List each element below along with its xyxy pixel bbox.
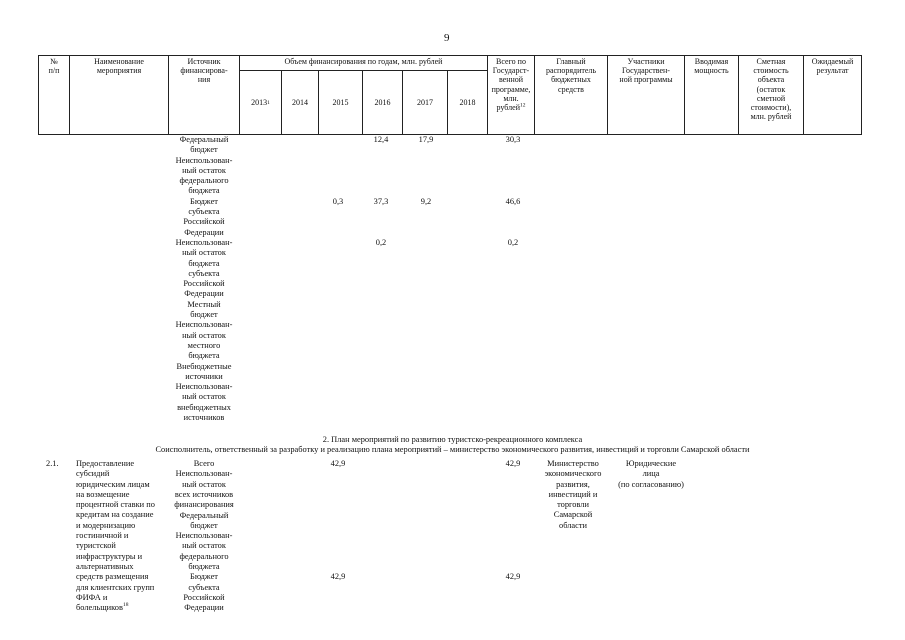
item-row-source-line: бюджет xyxy=(190,520,218,530)
item-name-line: ФИФА и xyxy=(76,592,108,602)
upper-row-source-line: бюджета xyxy=(188,351,220,361)
item-row-source-line: бюджета xyxy=(188,561,220,571)
upper-row-value-total: 46,6 xyxy=(505,196,521,206)
upper-row-source-line: источники xyxy=(185,371,223,381)
item-name-footnote: 18 xyxy=(122,602,129,609)
item-manager-line: торговли xyxy=(557,500,589,510)
upper-row-source-line: Неиспользован- xyxy=(175,238,233,247)
header-result: Ожидаемый результат xyxy=(803,55,862,135)
item-name-line: процентной ставки по xyxy=(76,500,155,510)
item-name xyxy=(76,459,172,613)
item-row-source-line: ный остаток xyxy=(182,479,226,489)
upper-row-source-1 xyxy=(168,156,240,197)
item-row-source-line: Бюджет xyxy=(190,572,218,582)
item-number: 2.1. xyxy=(46,459,59,468)
header-total: Всего по Государст- венной программе, млн. рублей$^{12}$ xyxy=(487,55,535,135)
item-name-line: Предоставление xyxy=(76,459,135,468)
upper-row-value-y2015: 0,3 xyxy=(332,196,344,206)
upper-row-value-y2016: 0,2 xyxy=(375,238,387,247)
upper-row-source-5 xyxy=(168,320,240,361)
item-name-line: инфраструктуры и xyxy=(76,551,143,561)
item-row-source-line: финансирования xyxy=(174,500,234,510)
header-year-2014: 2014 xyxy=(281,70,319,135)
header-year-2017: 2017 xyxy=(402,70,448,135)
item-row-source-2 xyxy=(168,511,240,532)
header-year-2015: 2015 xyxy=(318,70,363,135)
item-row-value-y2015: 42,9 xyxy=(330,572,346,582)
item-name-line: туристской xyxy=(76,541,116,551)
upper-row-source-line: бюджет xyxy=(190,145,218,155)
upper-row-source-line: бюджета xyxy=(188,186,220,196)
item-row-source-line: Неиспользован- xyxy=(175,469,233,479)
upper-row-source-line: местного xyxy=(187,340,221,350)
item-row-source-line: федерального xyxy=(179,551,229,561)
upper-row-source-7 xyxy=(168,382,240,423)
upper-row-source-4 xyxy=(168,300,240,321)
upper-row-source-line: ный остаток xyxy=(182,330,226,340)
upper-row-source-line: Неиспользован- xyxy=(175,382,233,392)
header-year-2013: 2013 1 xyxy=(239,70,282,135)
item-name-line: для клиентских групп xyxy=(76,582,155,592)
header-year-2018: 2018 xyxy=(447,70,488,135)
upper-row-source-line: Российской xyxy=(183,217,225,227)
item-row-source-line: Неиспользован- xyxy=(175,531,233,541)
section-subtitle: Соисполнитель, ответственный за разработку и реализацию плана мероприятий – министерство экономического развития, инвестиций и торговли Самарской области xyxy=(155,445,750,454)
upper-row-source-0 xyxy=(168,135,240,156)
header-year-2016: 2016 xyxy=(362,70,403,135)
item-name-line: на возмещение xyxy=(76,489,130,499)
header-source: Источник финансирова- ния xyxy=(168,55,240,135)
item-manager-line: инвестиций и xyxy=(548,489,598,499)
upper-row-source-line: субъекта xyxy=(188,207,220,217)
item-row-source-line: всех источников xyxy=(174,489,234,499)
item-participants-line: (по согласованию) xyxy=(618,479,684,489)
item-name-line: гостиничной и xyxy=(76,531,129,541)
item-row-source-1 xyxy=(168,469,240,510)
upper-row-value-total: 30,3 xyxy=(505,135,521,144)
item-manager-line: развития, xyxy=(556,479,590,489)
item-row-source-3 xyxy=(168,531,240,572)
item-row-source-line: Российской xyxy=(183,592,225,602)
upper-row-source-line: бюджета xyxy=(188,258,220,268)
upper-row-value-y2017: 17,9 xyxy=(418,135,434,144)
upper-row-value-y2016: 12,4 xyxy=(373,135,389,144)
item-row-source-0 xyxy=(168,459,240,469)
upper-row-value-total: 0,2 xyxy=(507,238,519,247)
upper-row-source-line: Федеральный xyxy=(179,135,229,144)
item-participants-line: Юридические xyxy=(625,459,677,468)
upper-row-source-line: субъекта xyxy=(188,268,220,278)
item-row-value-total: 42,9 xyxy=(505,572,521,582)
item-name-line: кредитам на создание xyxy=(76,510,154,520)
upper-row-source-line: Российской xyxy=(183,279,225,289)
item-name-line: и модернизацию xyxy=(76,520,136,530)
item-participants-line: лица xyxy=(642,469,660,479)
upper-row-source-line: Бюджет xyxy=(190,196,218,206)
item-row-source-line: Федеральный xyxy=(179,510,229,520)
item-manager-line: Министерство xyxy=(547,459,599,468)
item-row-source-line: субъекта xyxy=(188,582,220,592)
item-name-line: альтернативных xyxy=(76,561,134,571)
item-row-source-line: Федерации xyxy=(184,603,224,613)
item-manager xyxy=(533,459,613,531)
item-participants xyxy=(606,459,696,490)
item-row-value-total: 42,9 xyxy=(505,459,521,468)
upper-row-source-line: Федерации xyxy=(184,227,224,237)
item-manager-line: экономического xyxy=(544,469,602,479)
header-num: № п/п xyxy=(38,55,70,135)
upper-row-source-line: источников xyxy=(183,413,225,423)
page-number: 9 xyxy=(444,32,450,44)
header-volume: Объем финансирования по годам, млн. рублей xyxy=(239,55,488,71)
item-row-source-line: ный остаток xyxy=(182,541,226,551)
upper-row-source-line: Внебюджетные xyxy=(176,361,232,371)
upper-row-source-line: бюджет xyxy=(190,310,218,320)
upper-row-source-line: Неиспользован- xyxy=(175,320,233,330)
upper-row-source-line: ный остаток xyxy=(182,165,226,175)
item-manager-line: Самарской xyxy=(553,510,593,520)
item-row-source-line: Всего xyxy=(193,459,215,468)
upper-row-source-line: Федерации xyxy=(184,289,224,299)
item-row-value-y2015: 42,9 xyxy=(330,459,346,468)
upper-row-source-line: ный остаток xyxy=(182,248,226,258)
item-manager-line: области xyxy=(559,520,587,530)
upper-row-value-y2017: 9,2 xyxy=(420,196,432,206)
upper-row-source-6 xyxy=(168,362,240,383)
section-title: 2. План мероприятий по развитию туристско-рекреационного комплекса xyxy=(322,435,583,444)
upper-row-source-line: федерального xyxy=(179,176,229,186)
upper-row-value-y2016: 37,3 xyxy=(373,196,389,206)
item-name-line: субсидий xyxy=(76,469,110,479)
upper-row-source-line: внебюджетных xyxy=(177,402,231,412)
upper-row-source-3 xyxy=(168,238,240,300)
upper-row-source-line: Местный xyxy=(187,299,221,309)
header-participants: Участники Государствен- ной программы xyxy=(607,55,685,135)
item-name-line: болельщиков$^{18}$ xyxy=(76,602,129,613)
item-name-line: юридическим лицам xyxy=(76,479,150,489)
header-cost: Сметная стоимость объекта (остаток сметной стоимости), млн. рублей xyxy=(738,55,804,135)
item-row-source-4 xyxy=(168,572,240,613)
upper-row-source-2 xyxy=(168,197,240,238)
header-manager: Главный распорядитель бюджетных средств xyxy=(534,55,608,135)
item-name-line: средств размещения xyxy=(76,572,149,582)
upper-row-source-line: ный остаток xyxy=(182,392,226,402)
header-capacity: Вводимая мощность xyxy=(684,55,739,135)
upper-row-source-line: Неиспользован- xyxy=(175,155,233,165)
table-header xyxy=(38,55,862,135)
header-name: Наименование мероприятия xyxy=(69,55,169,135)
